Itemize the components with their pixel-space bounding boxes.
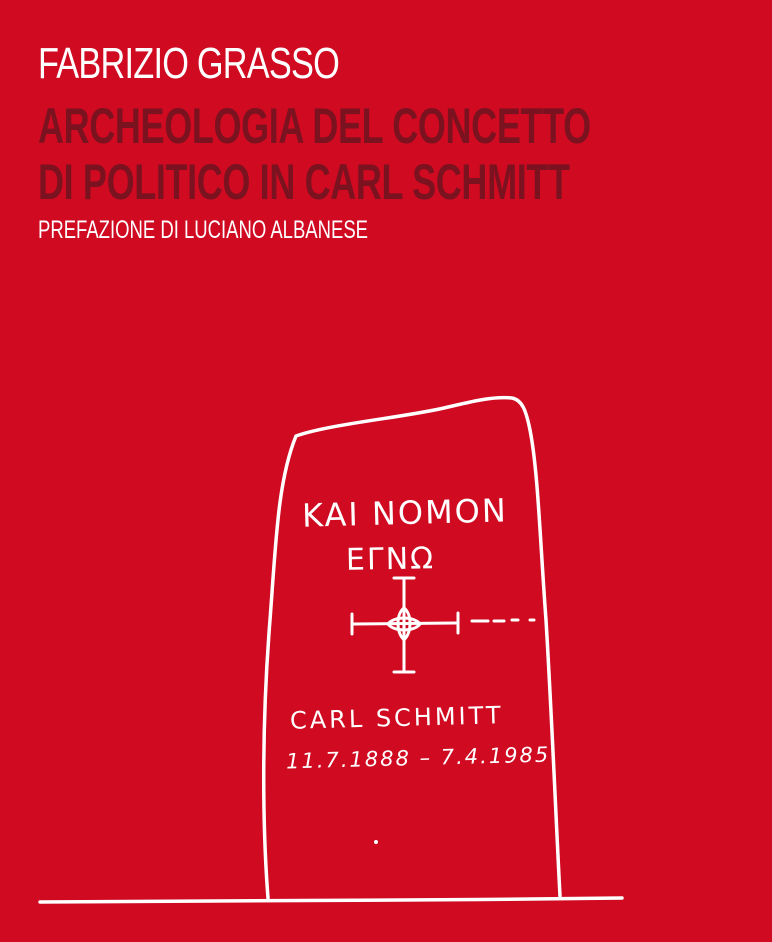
- epitaph-line-2: ΕΓΝΩ: [345, 541, 436, 578]
- grave-dates: 11.7.1888 – 7.4.1985: [285, 742, 551, 774]
- preface-credit: PREFAZIONE DI LUCIANO ALBANESE: [38, 216, 369, 244]
- grave-name: CARL SCHMITT: [289, 701, 504, 735]
- title-line-1: ARCHEOLOGIA DEL CONCETTO: [38, 98, 591, 154]
- ground-line: [40, 898, 622, 902]
- title-line-2: DI POLITICO IN CARL SCHMITT: [38, 154, 570, 210]
- stone-speck: [374, 840, 378, 844]
- gravestone-outline: [264, 398, 560, 898]
- cross-icon: [352, 578, 534, 672]
- epitaph-line-1: KAI NOMON: [301, 491, 509, 535]
- author-name: FABRIZIO GRASSO: [38, 39, 340, 88]
